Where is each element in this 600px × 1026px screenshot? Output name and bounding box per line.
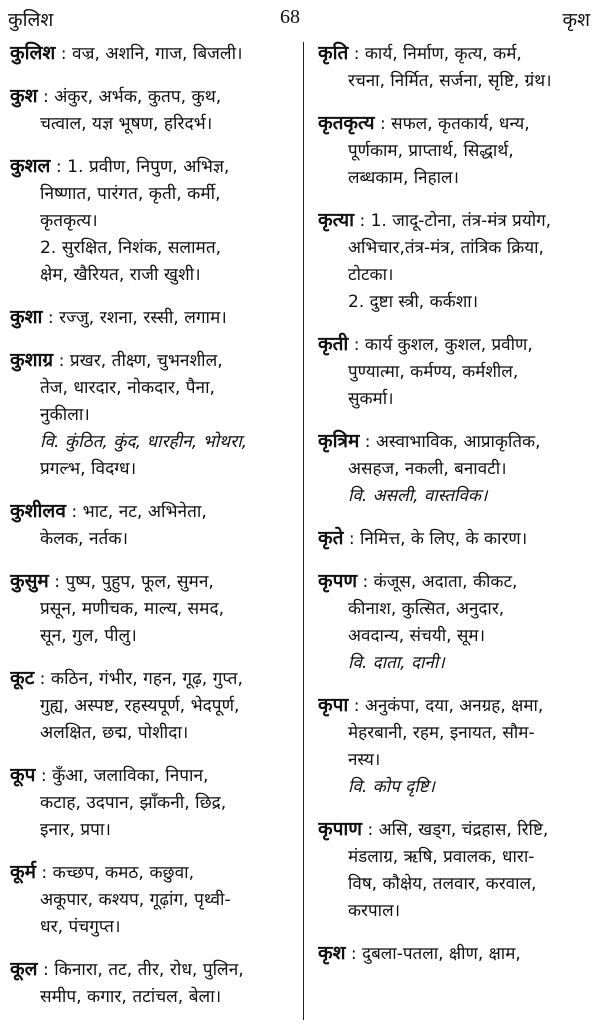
synonym-text: रचना, निर्मित, सर्जना, सृष्टि, ग्रंथ।	[348, 71, 552, 91]
entry-line	[10, 111, 295, 138]
dictionary-entry	[10, 347, 295, 483]
entry-line	[10, 429, 295, 456]
dictionary-entry	[318, 40, 593, 95]
entry-line	[10, 526, 295, 553]
synonym-text: मेहरबानी, रहम, इनायत, सौम-	[348, 723, 535, 743]
entry-line	[10, 262, 295, 289]
synonym-text: कृतकृत्य।	[40, 211, 98, 231]
synonym-text: : कठिन, गंभीर, गहन, गूढ़, गुप्त,	[34, 669, 243, 689]
entry-line	[318, 235, 593, 262]
synonym-text: प्रसून, मणीचक, माल्य, समद,	[40, 599, 225, 619]
synonym-text: पुण्यात्मा, कर्मण्य, कर्मशील,	[348, 362, 519, 382]
entry-line	[318, 692, 593, 720]
synonym-text: कटाह, उदपान, झाँकनी, छिद्र,	[40, 793, 227, 813]
headword: कृत्रिम	[318, 430, 360, 452]
entry-line	[10, 762, 295, 790]
column-divider	[303, 42, 304, 1020]
synonym-text: : रज्जु, रशना, रस्सी, लगाम।	[42, 308, 227, 328]
dictionary-entry	[10, 859, 295, 941]
synonym-text: : असि, खड्ग, चंद्रहास, रिष्टि,	[362, 820, 549, 840]
synonym-text: निष्णात, पारंगत, कृती, कर्मी,	[40, 184, 221, 204]
entry-line	[10, 456, 295, 483]
dictionary-entry	[10, 40, 295, 68]
headword: कुशा	[10, 306, 43, 328]
page-header	[0, 4, 600, 32]
synonym-text: 2. दुष्टा स्त्री, कर्कशा।	[348, 292, 479, 312]
entry-line	[318, 774, 593, 801]
headword: कृश	[318, 942, 346, 964]
entry-line	[10, 498, 295, 526]
entry-line	[318, 525, 593, 553]
entry-line	[318, 650, 593, 677]
entry-line	[10, 402, 295, 429]
synonym-text: : अस्वाभाविक, आप्राकृतिक,	[359, 432, 541, 452]
dictionary-entry	[318, 940, 593, 968]
headword: कूर्म	[10, 861, 36, 883]
synonym-text: सुकर्मा।	[348, 389, 394, 409]
entry-line	[318, 289, 593, 316]
synonym-text: 2. सुरक्षित, निशंक, सलामत,	[40, 238, 222, 258]
dictionary-entry	[318, 525, 593, 553]
dictionary-entry	[318, 568, 593, 677]
dictionary-entry	[10, 956, 295, 1011]
synonym-text: तेज, धारदार, नोकदार, पैना,	[40, 378, 216, 398]
synonym-text: पूर्णकाम, प्राप्तार्थ, सिद्धार्थ,	[348, 141, 514, 161]
headword: कृति	[318, 42, 349, 64]
synonym-text: : कच्छप, कमठ, कछुवा,	[35, 863, 195, 883]
synonym-text: : अनुकंपा, दया, अनग्रह, क्षमा,	[348, 696, 544, 716]
entry-line	[318, 386, 593, 413]
entry-line	[318, 596, 593, 623]
entry-line	[318, 483, 593, 510]
antonym-text: वि. कोप दृष्टि।	[348, 777, 435, 797]
entry-line	[10, 914, 295, 941]
synonym-text: चत्वाल, यज्ञ भूषण, हरिदर्भ।	[40, 114, 213, 134]
dictionary-entry	[10, 83, 295, 138]
synonym-text: : कार्य, निर्माण, कृत्य, कर्म,	[348, 44, 522, 64]
headword: कुलिश	[10, 42, 56, 64]
entry-line	[10, 859, 295, 887]
synonym-text: क्षेम, खैरियत, राजी खुशी।	[40, 265, 201, 285]
entry-line	[10, 596, 295, 623]
entry-line	[10, 720, 295, 747]
dictionary-entry	[318, 207, 593, 316]
synonym-text: अभिचार,तंत्र-मंत्र, तांत्रिक क्रिया,	[348, 238, 544, 258]
entry-line	[318, 262, 593, 289]
headword: कुशीलव	[10, 500, 66, 522]
headword: कुसुम	[10, 570, 49, 592]
synonym-text: धर, पंचगुप्त।	[40, 917, 121, 937]
synonym-text: : प्रखर, तीक्ष्ण, चुभनशील,	[53, 351, 223, 371]
entry-line	[10, 665, 295, 693]
header-right-guide-word: कृश	[562, 9, 590, 31]
entry-line	[10, 887, 295, 914]
entry-line	[318, 207, 593, 235]
headword: कुशाग्र	[10, 349, 54, 371]
synonym-text: अकूपार, कश्यप, गूढ़ांग, पृथ्वी-	[40, 890, 231, 910]
headword: कृत्या	[318, 209, 355, 231]
entry-line	[10, 83, 295, 111]
synonym-text: कीनाश, कुत्सित, अनुदार,	[348, 599, 505, 619]
entry-line	[318, 331, 593, 359]
synonym-text: करपाल।	[348, 901, 401, 921]
entry-line	[318, 940, 593, 968]
entry-line	[318, 359, 593, 386]
synonym-text: : कंजूस, अदाता, कीकट,	[357, 572, 518, 592]
headword: कुश	[10, 85, 38, 107]
dictionary-entry	[318, 428, 593, 510]
synonym-text: अलक्षित, छद्म, पोशीदा।	[40, 723, 189, 743]
entry-line	[318, 898, 593, 925]
synonym-text: : 1. प्रवीण, निपुण, अभिज्ञ,	[50, 157, 230, 177]
headword: कूट	[10, 667, 35, 689]
synonym-text: : सफल, कृतकार्य, धन्य,	[374, 114, 530, 134]
entry-line	[10, 790, 295, 817]
synonym-text: : दुबला-पतला, क्षीण, क्षाम,	[345, 944, 521, 964]
entry-line	[10, 817, 295, 844]
dictionary-entry	[10, 498, 295, 553]
dictionary-entry	[10, 665, 295, 747]
entry-line	[318, 456, 593, 483]
dictionary-entry	[10, 568, 295, 650]
synonym-text: : वज्र, अशनि, गाज, बिजली।	[55, 44, 243, 64]
dictionary-entry	[10, 153, 295, 289]
headword: कूप	[10, 764, 36, 786]
entry-line	[10, 568, 295, 596]
headword: कृपाण	[318, 818, 363, 840]
synonym-text: अवदान्य, संचयी, सूम।	[348, 626, 486, 646]
entry-line	[318, 110, 593, 138]
entry-line	[318, 623, 593, 650]
right-column	[318, 40, 593, 983]
entry-line	[318, 871, 593, 898]
dictionary-entry	[10, 762, 295, 844]
synonym-text: : 1. जादू-टोना, तंत्र-मंत्र प्रयोग,	[354, 211, 552, 231]
entry-line	[10, 984, 295, 1011]
synonym-text: : भाट, नट, अभिनेता,	[65, 502, 207, 522]
left-column	[10, 40, 295, 1026]
entry-line	[10, 623, 295, 650]
header-left-guide-word: कुलिश	[8, 9, 54, 31]
synonym-text: प्रगल्भ, विदग्ध।	[40, 459, 137, 479]
headword: कुशल	[10, 155, 51, 177]
antonym-text: वि. दाता, दानी।	[348, 653, 445, 673]
synonym-text: विष, कौक्षेय, तलवार, करवाल,	[348, 874, 537, 894]
synonym-text: : अंकुर, अर्भक, कुतप, कुथ,	[37, 87, 222, 107]
synonym-text: : पुष्प, पुहुप, फूल, सुमन,	[48, 572, 214, 592]
dictionary-entry	[10, 304, 295, 332]
entry-line	[10, 235, 295, 262]
synonym-text: केलक, नर्तक।	[40, 529, 129, 549]
headword: कृतकृत्य	[318, 112, 375, 134]
entry-line	[318, 816, 593, 844]
entry-line	[10, 208, 295, 235]
synonym-text: इनार, प्रपा।	[40, 820, 111, 840]
entry-line	[10, 375, 295, 402]
synonym-text: मंडलाग्र, ऋषि, प्रवालक, धारा-	[348, 847, 535, 867]
synonym-text: असहज, नकली, बनावटी।	[348, 459, 507, 479]
page-number: 68	[280, 6, 300, 28]
entry-line	[10, 181, 295, 208]
entry-line	[10, 693, 295, 720]
synonym-text: नस्य।	[348, 750, 381, 770]
dictionary-entry	[318, 816, 593, 925]
dictionary-entry	[318, 331, 593, 413]
synonym-text: लब्धकाम, निहाल।	[348, 168, 459, 188]
synonym-text: समीप, कगार, तटांचल, बेला।	[40, 987, 222, 1007]
entry-line	[318, 68, 593, 95]
synonym-text: : कार्य कुशल, कुशल, प्रवीण,	[348, 335, 533, 355]
entry-line	[10, 956, 295, 984]
dictionary-entry	[318, 692, 593, 801]
entry-line	[318, 40, 593, 68]
headword: कृते	[318, 527, 344, 549]
headword: कृती	[318, 333, 349, 355]
synonym-text: : निमित्त, के लिए, के कारण।	[343, 529, 528, 549]
synonym-text: : कुँआ, जलाविका, निपान,	[35, 766, 209, 786]
entry-line	[10, 304, 295, 332]
headword: कूल	[10, 958, 38, 980]
synonym-text: नुकीला।	[40, 405, 90, 425]
headword: कृपण	[318, 570, 358, 592]
entry-line	[318, 747, 593, 774]
entry-line	[318, 138, 593, 165]
synonym-text: गुह्य, अस्पष्ट, रहस्यपूर्ण, भेदपूर्ण,	[40, 696, 240, 716]
dictionary-entry	[318, 110, 593, 192]
entry-line	[318, 844, 593, 871]
entry-line	[10, 347, 295, 375]
headword: कृपा	[318, 694, 349, 716]
entry-line	[10, 40, 295, 68]
entry-line	[318, 428, 593, 456]
antonym-text: वि. असली, वास्तविक।	[348, 486, 488, 506]
entry-line	[318, 165, 593, 192]
entry-line	[318, 568, 593, 596]
synonym-text: सून, गुल, पीलु।	[40, 626, 137, 646]
entry-line	[318, 720, 593, 747]
synonym-text: : किनारा, तट, तीर, रोध, पुलिन,	[37, 960, 244, 980]
entry-line	[10, 153, 295, 181]
synonym-text: टोटका।	[348, 265, 394, 285]
antonym-text: वि. कुंठित, कुंद, धारहीन, भोथरा,	[40, 432, 248, 452]
